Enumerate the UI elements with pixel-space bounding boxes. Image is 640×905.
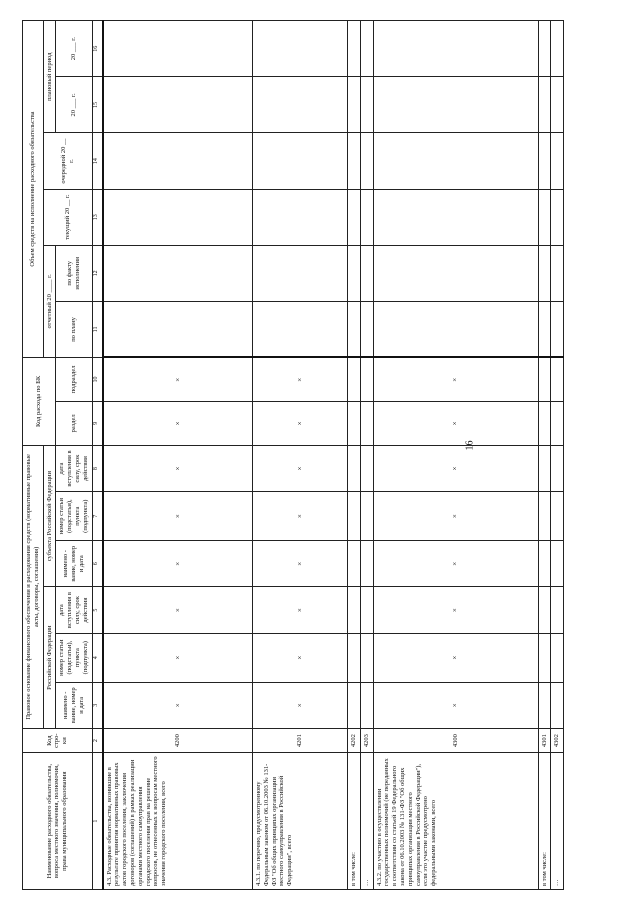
row-code: 4200	[103, 728, 253, 752]
column-number: 6	[92, 541, 103, 587]
column-number: 3	[92, 682, 103, 728]
not-applicable-mark: ×	[373, 358, 538, 402]
row-code: 4203	[360, 728, 373, 752]
empty-cell	[360, 133, 373, 189]
column-number: 5	[92, 587, 103, 633]
not-applicable-mark: ×	[373, 445, 538, 491]
header-rf: Российской Федерации	[43, 587, 56, 729]
column-number: 13	[92, 189, 103, 245]
not-applicable-mark: ×	[253, 587, 348, 633]
empty-cell	[373, 245, 538, 301]
column-number: 4	[92, 633, 103, 682]
header-bk-code: Код расхода по БК	[23, 358, 56, 446]
empty-cell	[348, 541, 361, 587]
plan-col-1: 20 ___ г.	[56, 77, 92, 133]
not-applicable-mark: ×	[373, 541, 538, 587]
not-applicable-mark: ×	[103, 587, 253, 633]
column-number: 7	[92, 492, 103, 541]
empty-cell	[348, 401, 361, 445]
header-name: Наименование расходного обязательства, вопроса местного значения, полномочия, права муниципального образования	[23, 753, 93, 890]
empty-cell	[103, 301, 253, 357]
column-number: 15	[92, 77, 103, 133]
bk-col-razdel: раздел	[56, 401, 92, 445]
empty-cell	[551, 541, 564, 587]
table-row	[373, 21, 538, 890]
obligation-name: 4.3.1. по перечню, предусмотренному Федеральным законом от 06.10.2003 № 131-ФЗ "Об общих принципах организации местного самоуправления в Российской Федерации", всего	[253, 753, 348, 890]
empty-cell	[551, 245, 564, 301]
empty-cell	[348, 492, 361, 541]
empty-cell	[348, 445, 361, 491]
empty-cell	[253, 133, 348, 189]
empty-cell	[538, 633, 551, 682]
not-applicable-mark: ×	[253, 633, 348, 682]
empty-cell	[348, 358, 361, 402]
empty-cell	[551, 492, 564, 541]
empty-cell	[551, 633, 564, 682]
not-applicable-mark: ×	[103, 358, 253, 402]
empty-cell	[348, 77, 361, 133]
empty-cell	[551, 189, 564, 245]
reporting-col-fact: по факту исполнения	[56, 245, 92, 301]
rf-col-3: дата вступления в силу, срок действия	[56, 587, 92, 633]
header-reporting: отчетный 20 ____ г.	[43, 245, 56, 357]
not-applicable-mark: ×	[253, 445, 348, 491]
empty-cell	[373, 133, 538, 189]
empty-cell	[551, 301, 564, 357]
empty-cell	[551, 445, 564, 491]
empty-cell	[538, 541, 551, 587]
not-applicable-mark: ×	[253, 358, 348, 402]
empty-cell	[360, 301, 373, 357]
subj-col-2: номер статьи (подстатьи), пункта (подпункта)	[56, 492, 92, 541]
not-applicable-mark: ×	[253, 682, 348, 728]
obligation-name: …	[360, 753, 373, 890]
table-row	[103, 21, 253, 890]
empty-cell	[538, 682, 551, 728]
empty-cell	[551, 401, 564, 445]
empty-cell	[348, 133, 361, 189]
empty-cell	[103, 77, 253, 133]
empty-cell	[538, 133, 551, 189]
empty-cell	[538, 301, 551, 357]
empty-cell	[538, 445, 551, 491]
not-applicable-mark: ×	[103, 445, 253, 491]
column-number: 2	[92, 728, 103, 752]
empty-cell	[348, 21, 361, 77]
subj-col-3: дата вступления в силу, срок действия	[56, 445, 92, 491]
obligations-table	[22, 20, 564, 890]
header-row-1	[23, 21, 44, 890]
subj-col-1: наимено - вание, номер и дата	[56, 541, 92, 587]
reporting-col-plan: по плану	[56, 301, 92, 357]
header-subject: субъекта Российской Федерации	[43, 445, 56, 587]
column-number: 14	[92, 133, 103, 189]
row-code: 4302	[551, 728, 564, 752]
empty-cell	[373, 301, 538, 357]
not-applicable-mark: ×	[373, 401, 538, 445]
header-volume: Объем средств на исполнение расходного обязательства	[23, 21, 44, 358]
column-numbers-row	[92, 21, 103, 890]
empty-cell	[360, 401, 373, 445]
empty-cell	[551, 358, 564, 402]
empty-cell	[538, 21, 551, 77]
empty-cell	[360, 541, 373, 587]
column-number: 11	[92, 301, 103, 357]
table-row	[348, 21, 361, 890]
bk-col-podrazdel: подраздел	[56, 358, 92, 402]
empty-cell	[551, 587, 564, 633]
not-applicable-mark: ×	[373, 492, 538, 541]
empty-cell	[538, 245, 551, 301]
empty-cell	[360, 358, 373, 402]
obligation-name: …	[551, 753, 564, 890]
rf-col-1: наимено - вание, номер и дата	[56, 682, 92, 728]
not-applicable-mark: ×	[103, 682, 253, 728]
not-applicable-mark: ×	[253, 541, 348, 587]
not-applicable-mark: ×	[373, 682, 538, 728]
empty-cell	[551, 133, 564, 189]
not-applicable-mark: ×	[103, 541, 253, 587]
empty-cell	[538, 77, 551, 133]
empty-cell	[360, 682, 373, 728]
column-number: 8	[92, 445, 103, 491]
page-number: 16	[464, 440, 476, 451]
empty-cell	[360, 633, 373, 682]
empty-cell	[373, 21, 538, 77]
empty-cell	[538, 492, 551, 541]
table-row	[538, 21, 551, 890]
column-number: 1	[92, 753, 103, 890]
empty-cell	[551, 682, 564, 728]
not-applicable-mark: ×	[373, 633, 538, 682]
column-number: 16	[92, 21, 103, 77]
obligation-name: в том числе:	[348, 753, 361, 890]
obligation-name: 4.3.2. по участию в осуществлении государственных полномочий (не переданных в соответствии со статьей 19 Федерального закона от 06.10.2003 № 131-ФЗ "Об общих принципах организации местного самоуправления в Российской Федерации"), если это участие предусмотрено федеральными законами, всего	[373, 753, 538, 890]
table-row	[253, 21, 348, 890]
empty-cell	[373, 77, 538, 133]
empty-cell	[348, 189, 361, 245]
empty-cell	[253, 301, 348, 357]
not-applicable-mark: ×	[253, 492, 348, 541]
empty-cell	[551, 77, 564, 133]
empty-cell	[103, 245, 253, 301]
empty-cell	[360, 21, 373, 77]
column-number: 12	[92, 245, 103, 301]
empty-cell	[348, 301, 361, 357]
column-number: 10	[92, 358, 103, 402]
empty-cell	[360, 189, 373, 245]
table-row	[551, 21, 564, 890]
empty-cell	[348, 633, 361, 682]
not-applicable-mark: ×	[373, 587, 538, 633]
not-applicable-mark: ×	[253, 401, 348, 445]
row-code: 4301	[538, 728, 551, 752]
empty-cell	[360, 245, 373, 301]
empty-cell	[360, 492, 373, 541]
empty-cell	[348, 245, 361, 301]
table-body	[103, 21, 564, 890]
empty-cell	[103, 189, 253, 245]
plan-col-2: 20 ___ г.	[56, 21, 92, 77]
column-number: 9	[92, 401, 103, 445]
not-applicable-mark: ×	[103, 492, 253, 541]
empty-cell	[538, 189, 551, 245]
empty-cell	[253, 21, 348, 77]
header-plan: плановый период	[43, 21, 56, 134]
header-current: текущий 20 __ г.	[43, 189, 92, 245]
obligation-name: в том числе:	[538, 753, 551, 890]
empty-cell	[103, 21, 253, 77]
row-code: 4202	[348, 728, 361, 752]
empty-cell	[538, 587, 551, 633]
empty-cell	[360, 587, 373, 633]
empty-cell	[360, 77, 373, 133]
empty-cell	[551, 21, 564, 77]
table-row	[360, 21, 373, 890]
empty-cell	[348, 682, 361, 728]
empty-cell	[348, 587, 361, 633]
empty-cell	[538, 358, 551, 402]
empty-cell	[103, 133, 253, 189]
header-code: Код стро-ки	[23, 728, 93, 752]
empty-cell	[373, 189, 538, 245]
empty-cell	[253, 77, 348, 133]
not-applicable-mark: ×	[103, 633, 253, 682]
header-next: очередной 20 __ г.	[43, 133, 92, 189]
empty-cell	[538, 401, 551, 445]
obligation-name: 4.3. Расходные обязательства, возникшие в результате принятия нормативных правовых актов городского поселения, заключения договоров (соглашений) в рамках реализации органами местного самоуправления городского поселения прав на решение вопросов, не отнесенных к вопросам местного значения городского поселения, всего	[103, 753, 253, 890]
row-code: 4201	[253, 728, 348, 752]
empty-cell	[253, 245, 348, 301]
row-code: 4300	[373, 728, 538, 752]
empty-cell	[253, 189, 348, 245]
empty-cell	[360, 445, 373, 491]
rotated-table-wrapper	[22, 20, 617, 890]
rf-col-2: номер статьи (подстатьи), пункта (подпункта)	[56, 633, 92, 682]
header-legal-basis: Правовое основание финансового обеспечения и расходования средств (нормативные правовые акты, договоры, соглашения)	[23, 445, 44, 728]
not-applicable-mark: ×	[103, 401, 253, 445]
